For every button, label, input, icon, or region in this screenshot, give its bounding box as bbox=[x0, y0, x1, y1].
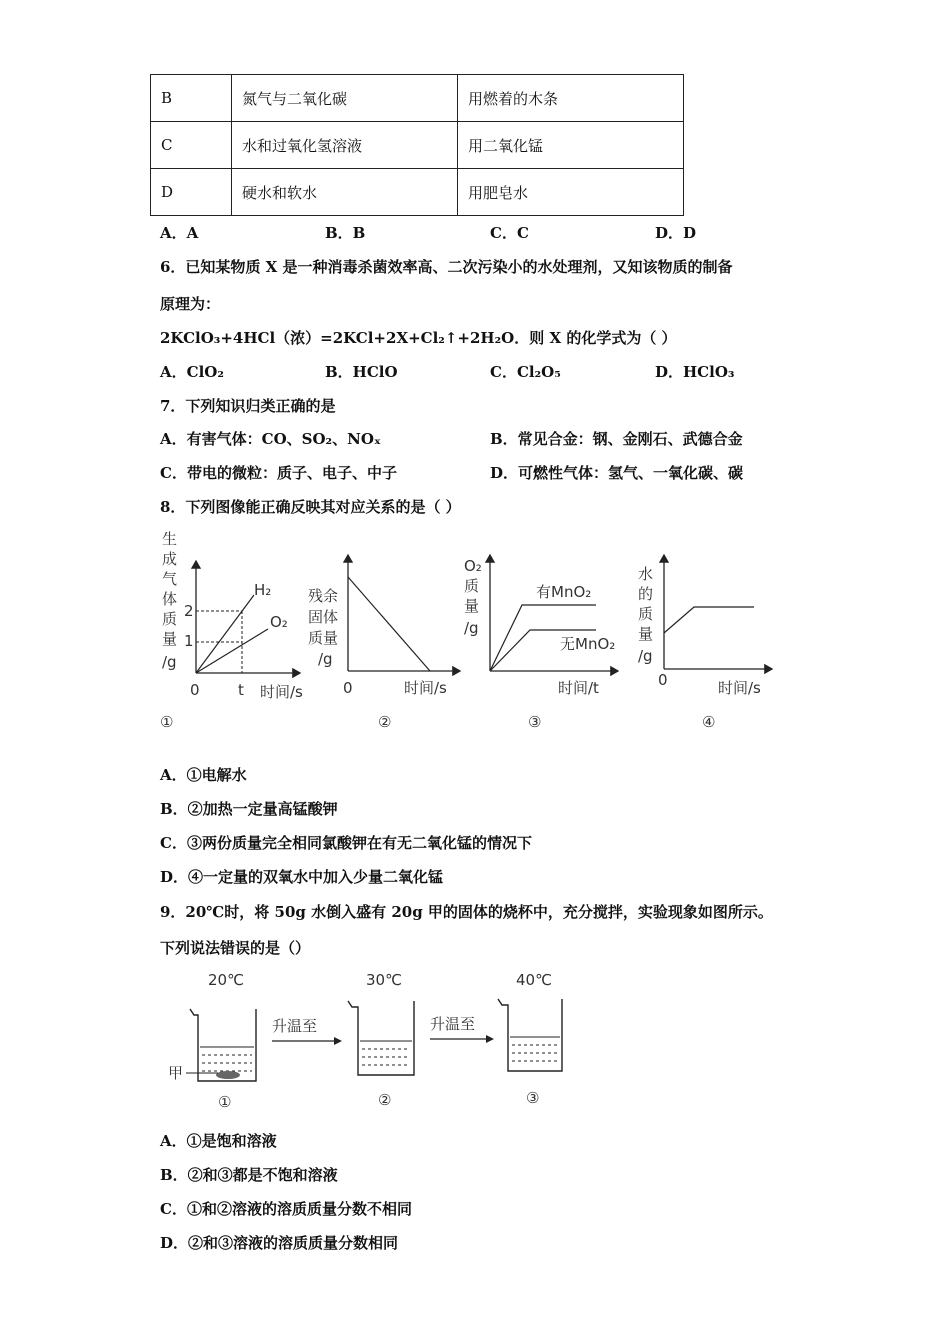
q9-beakers-figure bbox=[160, 965, 580, 1115]
q5-choice-b[interactable]: B．B bbox=[325, 224, 366, 242]
beaker-3 bbox=[498, 999, 562, 1071]
beaker-1-temp: 20℃ bbox=[208, 971, 244, 989]
q6-equation: 2KClO₃+4HCl（浓）=2KCl+2X+Cl₂↑+2H₂O．则 X 的化学式为（ ） bbox=[160, 329, 677, 347]
arrow-1-label: 升温至 bbox=[272, 1017, 318, 1035]
g1-tick-t: t bbox=[238, 681, 244, 699]
g4-line bbox=[664, 607, 754, 633]
g3-number: ③ bbox=[528, 713, 542, 731]
q6-choice-b[interactable]: B．HClO bbox=[325, 363, 398, 381]
row-key: C bbox=[151, 122, 232, 169]
beaker-2-number: ② bbox=[378, 1091, 392, 1109]
graph-3 bbox=[464, 555, 618, 731]
beaker-1-solid bbox=[216, 1071, 240, 1079]
row-key: D bbox=[151, 169, 232, 216]
g1-h2-line bbox=[196, 595, 254, 673]
g1-ylabel: 成 bbox=[162, 550, 178, 568]
row-key: B bbox=[151, 75, 232, 122]
row-object: 硬水和软水 bbox=[232, 169, 458, 216]
q9-choice-a[interactable]: A．①是饱和溶液 bbox=[160, 1132, 277, 1150]
beaker-3-temp: 40℃ bbox=[516, 971, 552, 989]
g4-xlabel: 时间/s bbox=[718, 679, 761, 697]
row-object: 氮气与二氧化碳 bbox=[232, 75, 458, 122]
g4-ylabel: 水 bbox=[638, 565, 654, 583]
g1-ylabel: /g bbox=[162, 653, 177, 671]
g3-ylabel: /g bbox=[464, 619, 479, 637]
g1-tick-1: 1 bbox=[184, 632, 194, 650]
q7-choice-a[interactable]: A．有害气体：CO、SO₂、NOₓ bbox=[160, 430, 382, 448]
q9-stem: 9．20℃时，将 50g 水倒入盛有 20g 甲的固体的烧杯中，充分搅拌，实验现象如图所示。 bbox=[160, 903, 773, 921]
row-method: 用肥皂水 bbox=[458, 169, 684, 216]
q7-choice-b[interactable]: B．常见合金：钢、金刚石、武德合金 bbox=[490, 430, 743, 448]
g1-o2-label: O₂ bbox=[270, 613, 288, 631]
g2-number: ② bbox=[378, 713, 392, 731]
q6-choice-c[interactable]: C．Cl₂O₅ bbox=[490, 363, 561, 381]
beaker-2-temp: 30℃ bbox=[366, 971, 402, 989]
g4-ylabel: /g bbox=[638, 647, 653, 665]
arrow-2-head bbox=[486, 1035, 494, 1043]
row-object: 水和过氧化氢溶液 bbox=[232, 122, 458, 169]
g1-ylabel: 量 bbox=[162, 630, 178, 648]
beaker-2 bbox=[348, 1001, 414, 1075]
graph-4 bbox=[638, 555, 772, 731]
g1-xlabel: 时间/s bbox=[260, 683, 303, 701]
g1-ylabel: 气 bbox=[162, 570, 178, 588]
table-row bbox=[151, 75, 684, 122]
q9-choice-c[interactable]: C．①和②溶液的溶质质量分数不相同 bbox=[160, 1200, 412, 1218]
q5-choice-c[interactable]: C．C bbox=[490, 224, 529, 242]
g1-ylabel: 体 bbox=[162, 590, 178, 608]
g3-ylabel: 量 bbox=[464, 597, 480, 615]
g2-ylabel: 固体 bbox=[308, 608, 339, 626]
q6-stem: 6．已知某物质 X 是一种消毒杀菌效率高、二次污染小的水处理剂，又知该物质的制备 bbox=[160, 258, 733, 276]
q5-choice-d[interactable]: D．D bbox=[655, 224, 697, 242]
g1-ylabel: 质 bbox=[162, 610, 178, 628]
arrow-2-label: 升温至 bbox=[430, 1015, 476, 1033]
q7-choice-d[interactable]: D．可燃性气体：氢气、一氧化碳、碳 bbox=[490, 464, 744, 482]
q8-choice-d[interactable]: D．④一定量的双氧水中加入少量二氧化锰 bbox=[160, 868, 444, 886]
beaker-1-number: ① bbox=[218, 1093, 232, 1111]
q9-stem-cont: 下列说法错误的是（） bbox=[160, 939, 311, 957]
q8-choice-b[interactable]: B．②加热一定量高锰酸钾 bbox=[160, 800, 338, 818]
g4-origin: 0 bbox=[658, 671, 668, 689]
g1-tick-2: 2 bbox=[184, 602, 194, 620]
row-method: 用二氧化锰 bbox=[458, 122, 684, 169]
g2-xlabel: 时间/s bbox=[404, 679, 447, 697]
row-method: 用燃着的木条 bbox=[458, 75, 684, 122]
q7-stem: 7．下列知识归类正确的是 bbox=[160, 397, 336, 415]
q6-choice-d[interactable]: D．HClO₃ bbox=[655, 363, 735, 381]
graph-1 bbox=[160, 530, 303, 731]
g1-origin: 0 bbox=[190, 681, 200, 699]
g3-without-label: 无MnO₂ bbox=[560, 635, 616, 653]
g2-ylabel: 质量 bbox=[308, 629, 339, 647]
g1-ylabel: 生 bbox=[162, 530, 178, 548]
g1-o2-line bbox=[196, 629, 268, 673]
g3-ylabel: O₂ bbox=[464, 557, 482, 575]
g4-number: ④ bbox=[702, 713, 716, 731]
beaker-1 bbox=[190, 1009, 256, 1081]
option-table bbox=[150, 74, 684, 216]
table-row bbox=[151, 169, 684, 216]
graph-2 bbox=[308, 555, 460, 731]
q8-choice-a[interactable]: A．①电解水 bbox=[160, 766, 247, 784]
q6-choice-a[interactable]: A．ClO₂ bbox=[160, 363, 224, 381]
g2-origin: 0 bbox=[343, 679, 353, 697]
g3-with-label: 有MnO₂ bbox=[536, 583, 592, 601]
q8-choice-c[interactable]: C．③两份质量完全相同氯酸钾在有无二氧化锰的情况下 bbox=[160, 834, 532, 852]
beaker-3-number: ③ bbox=[526, 1089, 540, 1107]
g4-ylabel: 的 bbox=[638, 585, 654, 603]
q5-choice-a[interactable]: A．A bbox=[160, 224, 199, 242]
q9-choice-d[interactable]: D．②和③溶液的溶质质量分数相同 bbox=[160, 1234, 399, 1252]
solid-label: 甲 bbox=[168, 1064, 184, 1082]
table-row bbox=[151, 122, 684, 169]
g1-h2-label: H₂ bbox=[254, 581, 272, 599]
arrow-1-head bbox=[334, 1037, 342, 1045]
q6-stem-cont: 原理为： bbox=[160, 295, 221, 313]
g2-line bbox=[348, 577, 430, 671]
q7-choice-c[interactable]: C．带电的微粒：质子、电子、中子 bbox=[160, 464, 397, 482]
q8-graphs bbox=[150, 525, 790, 740]
g2-ylabel: 残余 bbox=[308, 587, 339, 605]
q9-choice-b[interactable]: B．②和③都是不饱和溶液 bbox=[160, 1166, 338, 1184]
g4-ylabel: 质 bbox=[638, 605, 654, 623]
q8-stem: 8．下列图像能正确反映其对应关系的是（ ） bbox=[160, 498, 461, 516]
g3-ylabel: 质 bbox=[464, 577, 480, 595]
g4-ylabel: 量 bbox=[638, 625, 654, 643]
g2-ylabel: /g bbox=[318, 650, 333, 668]
g3-xlabel: 时间/t bbox=[558, 679, 599, 697]
g1-number: ① bbox=[160, 713, 174, 731]
